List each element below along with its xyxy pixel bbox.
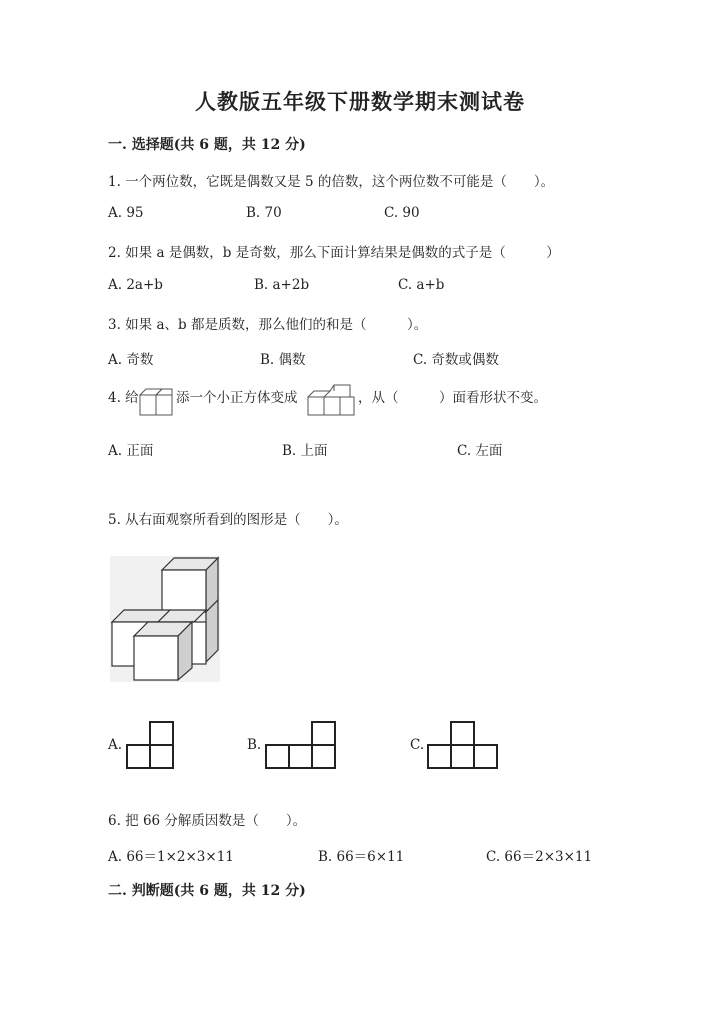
- q6-option-b: B. 66＝6×11: [318, 849, 405, 865]
- q5-option-c-figure: [427, 721, 498, 769]
- question-4-middle: 添一个小正方体变成: [176, 390, 298, 406]
- section-heading-judgement: 二. 判断题(共 6 题，共 12 分): [108, 883, 306, 899]
- q5-option-b: B.: [247, 737, 262, 753]
- q3-option-a: A. 奇数: [108, 352, 154, 368]
- q1-option-a: A. 95: [108, 205, 144, 221]
- question-3: 3. 如果 a、b 都是质数，那么他们的和是（ ）。: [108, 317, 428, 333]
- q4-option-c: C. 左面: [457, 443, 503, 459]
- q5-option-a-figure: [126, 721, 174, 769]
- cube-pair-figure: [138, 383, 174, 419]
- q5-option-c: C.: [410, 737, 425, 753]
- q1-option-b: B. 70: [246, 205, 282, 221]
- q3-option-c: C. 奇数或偶数: [413, 352, 499, 368]
- question-4-prefix: 4. 给: [108, 390, 139, 406]
- cube-stack-figure: [110, 556, 220, 682]
- q2-option-a: A. 2a+b: [108, 277, 163, 293]
- q2-option-b: B. a+2b: [254, 277, 310, 293]
- q5-option-a: A.: [108, 737, 123, 753]
- q6-option-a: A. 66＝1×2×3×11: [108, 849, 234, 865]
- q4-option-a: A. 正面: [108, 443, 154, 459]
- q2-option-c: C. a+b: [398, 277, 445, 293]
- question-4-suffix: ，从（ ）面看形状不变。: [358, 390, 547, 406]
- cube-triple-figure: [306, 383, 358, 419]
- q3-option-b: B. 偶数: [260, 352, 306, 368]
- q1-option-c: C. 90: [384, 205, 420, 221]
- section-heading-choice: 一. 选择题(共 6 题，共 12 分): [108, 137, 306, 153]
- question-6: 6. 把 66 分解质因数是（ ）。: [108, 813, 307, 829]
- question-2: 2. 如果 a 是偶数，b 是奇数，那么下面计算结果是偶数的式子是（ ）: [108, 245, 560, 261]
- q5-option-b-figure: [265, 721, 336, 769]
- q4-option-b: B. 上面: [282, 443, 328, 459]
- page-title: 人教版五年级下册数学期末测试卷: [195, 89, 525, 114]
- q6-option-c: C. 66＝2×3×11: [486, 849, 593, 865]
- question-5: 5. 从右面观察所看到的图形是（ ）。: [108, 512, 348, 528]
- question-1: 1. 一个两位数，它既是偶数又是 5 的倍数，这个两位数不可能是（ ）。: [108, 174, 555, 190]
